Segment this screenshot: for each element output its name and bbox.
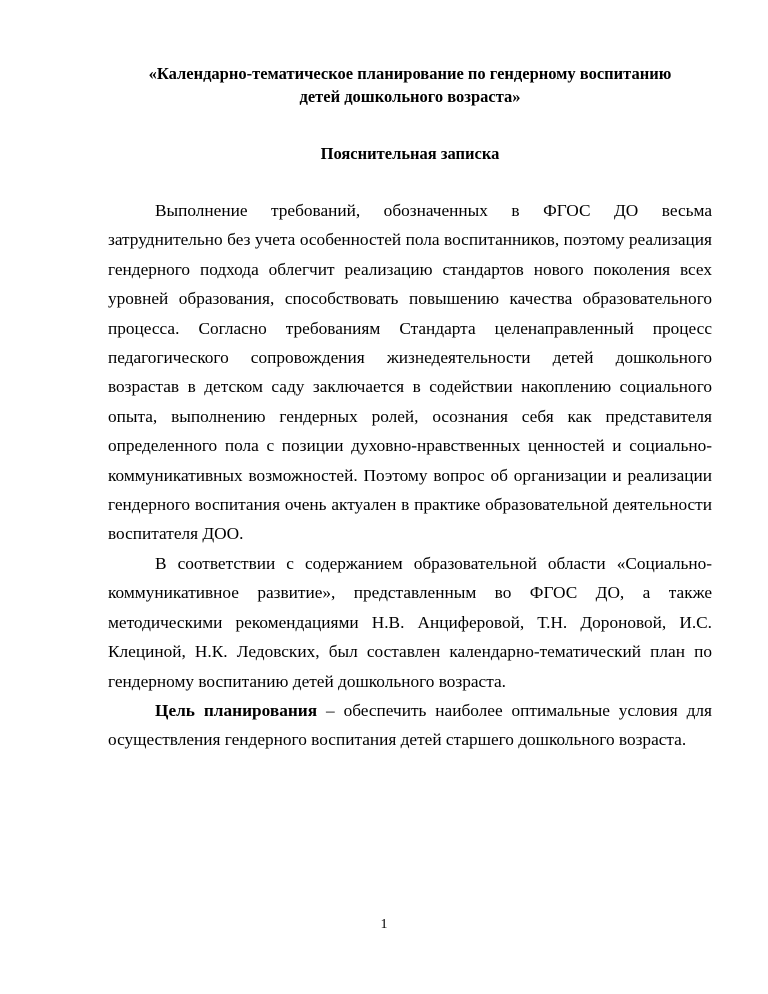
title-line-2: детей дошкольного возраста» bbox=[299, 87, 521, 106]
section-heading: Пояснительная записка bbox=[320, 144, 500, 163]
page-number: 1 bbox=[380, 917, 388, 932]
paragraph-3 bbox=[108, 696, 712, 755]
title-line-1: «Календарно-тематическое планирование по гендерному воспитанию bbox=[148, 64, 672, 83]
paragraph-1: Выполнение требований, обозначенных в ФГОС ДО весьма затруднительно без учета особенностей пола воспитанников, поэтому реализация гендерного подхода облегчит реализацию стандартов нового поколения всех уровней образования, способствовать повышению качества образовательного процесса. Согласно требованиям Стандарта целенаправленный процесс педагогического сопровождения жизнедеятельности детей дошкольного возрастав в детском саду заключается в содействии накоплению социального опыта, выполнению гендерных ролей, осознания себя как представителя определенного пола с позиции духовно-нравственных ценностей и социально-коммуникативных возможностей. Поэтому вопрос об организации и реализации гендерного воспитания очень актуален в практике образовательной деятельности воспитателя ДОО. bbox=[108, 201, 712, 544]
paragraph-2: В соответствии с содержанием образовательной области «Социально-коммуникативное развитие», представленным во ФГОС ДО, а также методическими рекомендациями Н.В. Анциферовой, Т.Н. Дороновой, И.С. Клециной, Н.К. Ледовских, был составлен календарно-тематический план по гендерному воспитанию детей дошкольного возраста. bbox=[108, 553, 712, 691]
document-title bbox=[108, 62, 712, 108]
document-page bbox=[108, 62, 712, 755]
goal-label: Цель планирования bbox=[155, 700, 318, 720]
goal-text: – обеспечить наиболее оптимальные условия для осуществления гендерного воспитания детей старшего дошкольного возраста. bbox=[108, 700, 713, 750]
